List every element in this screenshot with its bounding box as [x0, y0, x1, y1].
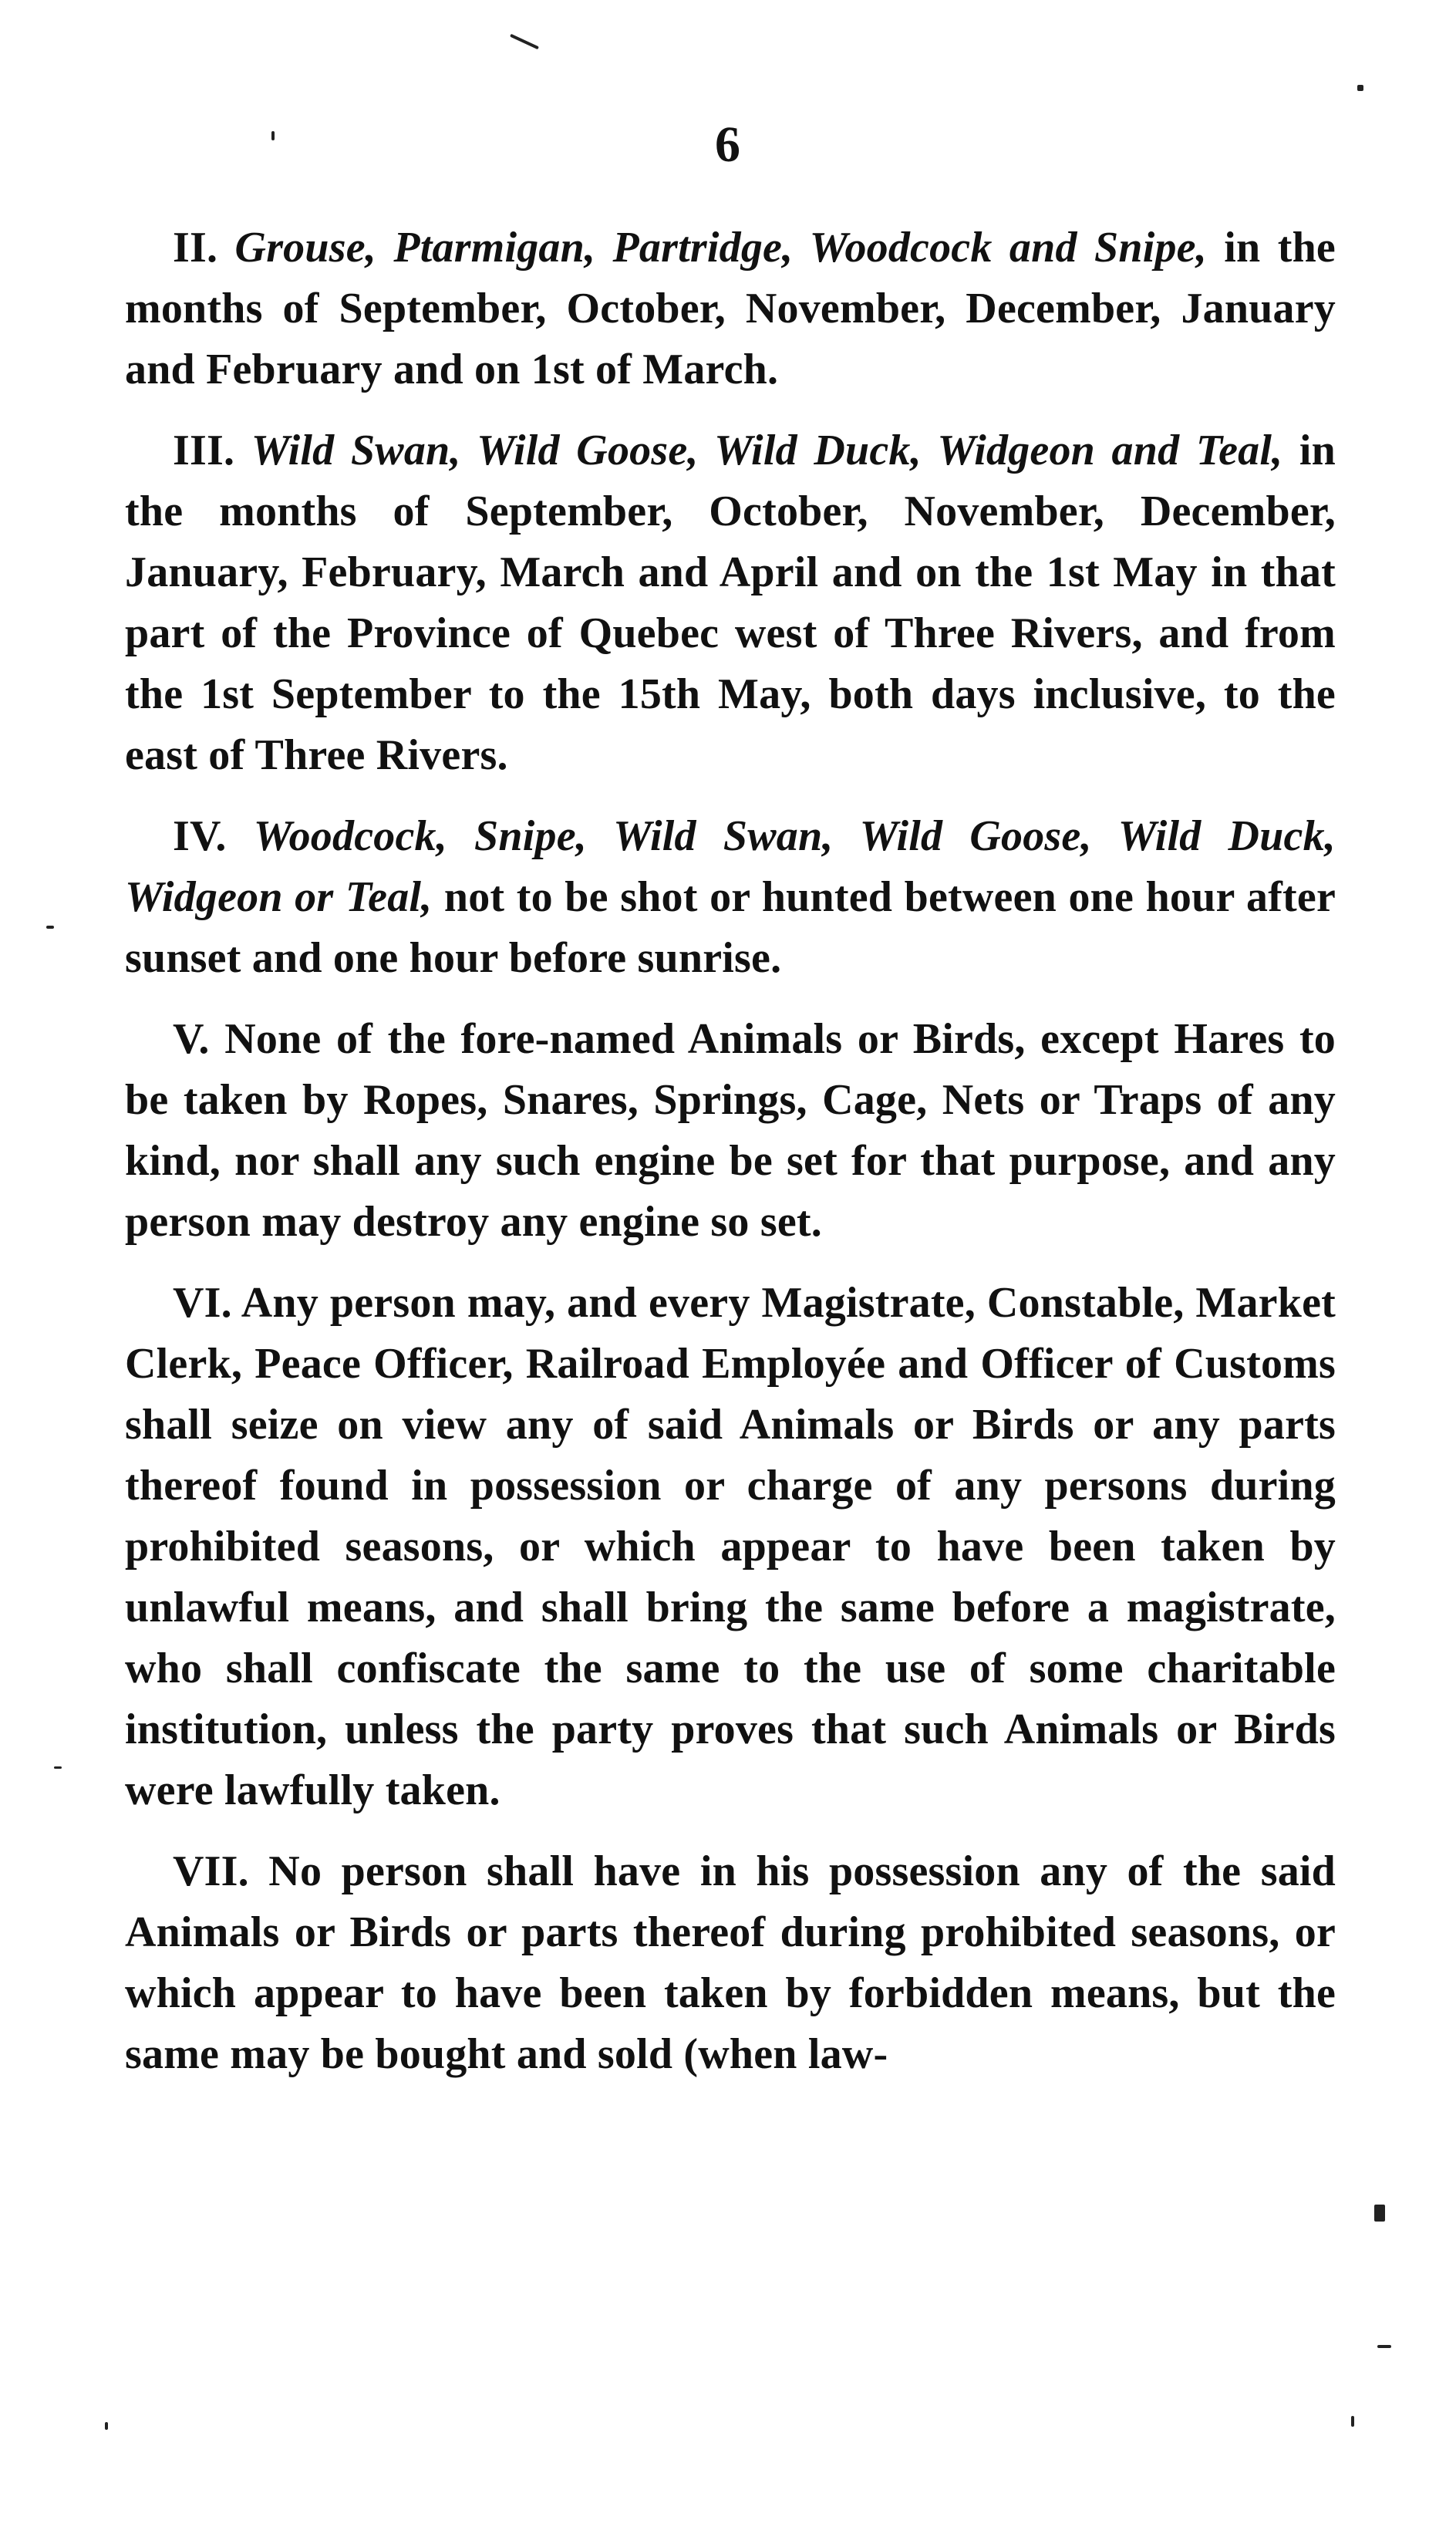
paragraph-text: in the months of September, October, November, December, January, February, March and April and on the 1st May in that part of the Province of Quebec west of Three Rivers, and from the 1st September to the 15th May, both days inclusive, to the east of Three Rivers.	[125, 427, 1336, 779]
paragraph-vi	[125, 1273, 1336, 1821]
paragraph-text: not to be shot or hunted between one hour after sunset and one hour before sunrise.	[125, 873, 1336, 982]
scan-speck	[1377, 2345, 1391, 2348]
document-body	[125, 218, 1336, 2105]
species-list: Woodcock, Snipe, Wild Swan, Wild Goose, Wild Duck, Widgeon or Teal,	[125, 812, 1336, 921]
paragraph-iv	[125, 806, 1336, 989]
scan-speck	[54, 1766, 62, 1769]
paragraph-text: None of the fore-named Animals or Birds, except Hares to be taken by Ropes, Snares, Springs, Cage, Nets or Traps of any kind, nor shall any such engine be set for that purpose, and any person may destroy any engine so set.	[125, 1015, 1336, 1246]
scan-speck	[1374, 2205, 1385, 2222]
paragraph-iii	[125, 420, 1336, 786]
scan-speck	[271, 131, 275, 140]
section-number: V.	[173, 1015, 210, 1063]
species-list: Grouse, Ptarmigan, Partridge, Woodcock and Snipe,	[234, 224, 1207, 272]
section-number: IV.	[173, 812, 227, 860]
paragraph-v	[125, 1009, 1336, 1253]
section-number: III.	[173, 427, 235, 474]
paragraph-vii	[125, 1841, 1336, 2085]
paragraph-text: No person shall have in his possession any of the said Animals or Birds or parts thereof during prohibited seasons, or which appear to have been taken by forbidden means, but the same may be bought and sold (when law-	[125, 1847, 1336, 2078]
scan-speck	[1357, 85, 1363, 91]
scan-speck	[1351, 2416, 1354, 2427]
section-number: VII.	[173, 1847, 249, 1895]
paragraph-text: Any person may, and every Magistrate, Constable, Market Clerk, Peace Officer, Railroad Employée and Officer of Customs shall seize on view any of said Animals or Birds or any parts thereof found in possession or charge of any persons during prohibited seasons, or which appear to have been taken by unlawful means, and shall bring the same before a magistrate, who shall confiscate the same to the use of some charitable institution, unless the party proves that such Animals or Birds were lawfully taken.	[125, 1279, 1336, 1814]
paragraph-ii	[125, 218, 1336, 400]
scan-speck	[105, 2422, 108, 2430]
page-number: 6	[715, 116, 741, 173]
section-number: II.	[173, 224, 218, 272]
scan-speck	[46, 926, 54, 929]
species-list: Wild Swan, Wild Goose, Wild Duck, Widgeon and Teal,	[251, 427, 1283, 474]
scan-speck	[510, 34, 539, 50]
paragraph-text: in the months of September, October, November, December, January and February and on 1st of March.	[125, 224, 1336, 393]
section-number: VI.	[173, 1279, 232, 1327]
